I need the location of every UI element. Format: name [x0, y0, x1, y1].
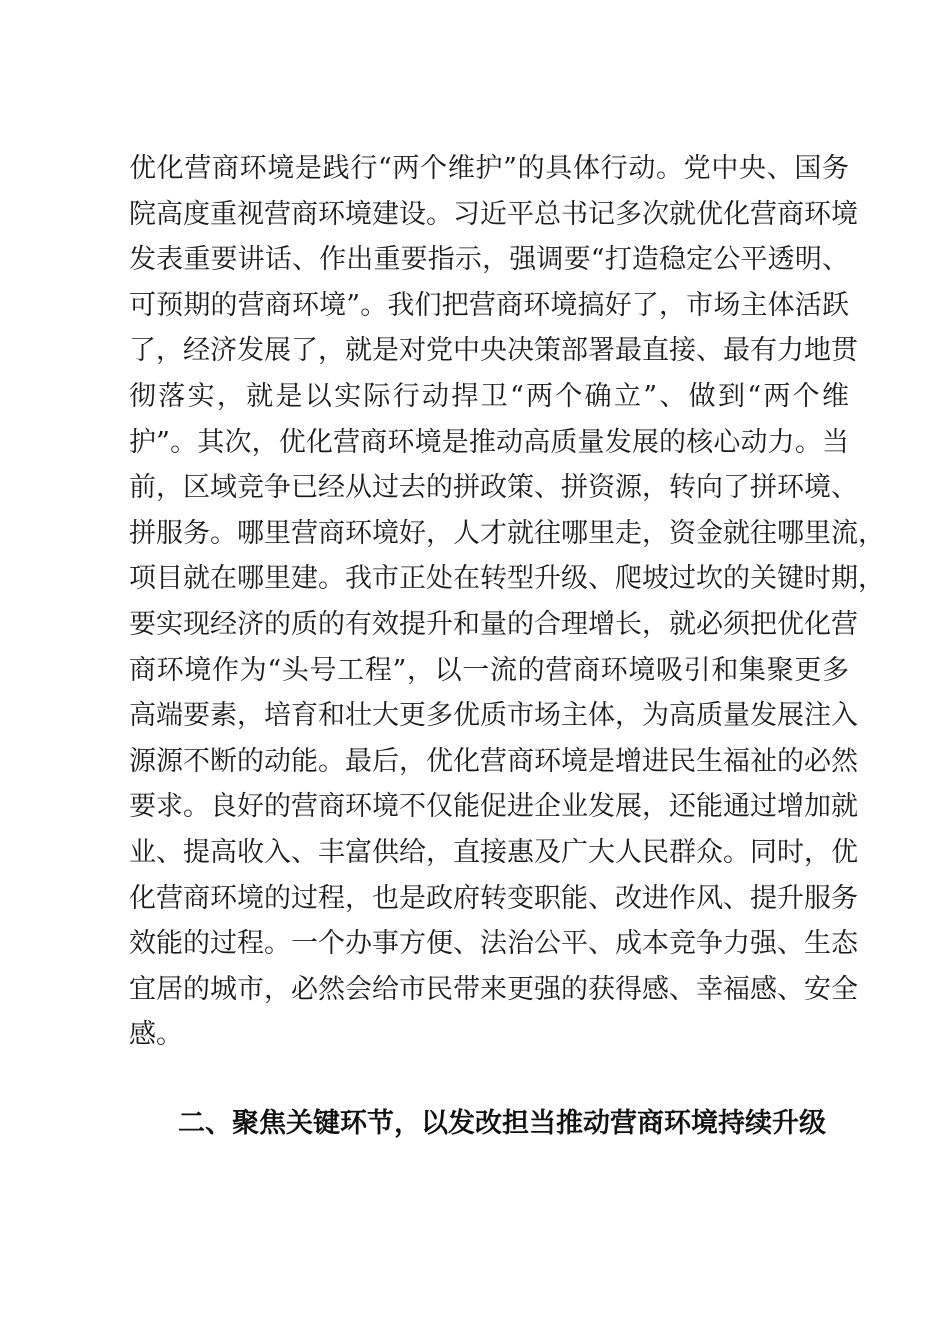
- paragraph-line: 前，区域竞争已经从过去的拼政策、拼资源，转向了拼环境、: [129, 472, 858, 504]
- paragraph-line: 宜居的城市，必然会给市民带来更强的获得感、幸福感、安全: [129, 973, 858, 1005]
- paragraph-line: 可预期的营商环境”。我们把营商环境搞好了，市场主体活跃: [129, 289, 849, 321]
- paragraph-line: 要求。良好的营商环境不仅能促进企业发展，还能通过增加就: [129, 791, 858, 823]
- paragraph-line: 业、提高收入、丰富供给，直接惠及广大人民群众。同时，优: [129, 836, 858, 868]
- paragraph-line: 要实现经济的质的有效提升和量的合理增长，就必须把优化营: [129, 608, 858, 640]
- paragraph-line: 高端要素，培育和壮大更多优质市场主体，为高质量发展注入: [129, 700, 858, 732]
- paragraph-line: 化营商环境的过程，也是政府转变职能、改进作风、提升服务: [129, 882, 858, 914]
- paragraph-line: 了，经济发展了，就是对党中央决策部署最直接、最有力地贯: [129, 335, 858, 367]
- paragraph-line: 发表重要讲话、作出重要指示，强调要“打造稳定公平透明、: [129, 244, 849, 276]
- paragraph-line: 院高度重视营商环境建设。习近平总书记多次就优化营商环境: [129, 198, 858, 230]
- paragraph-line: 源源不断的动能。最后，优化营商环境是增进民生福祉的必然: [129, 745, 858, 777]
- paragraph-line: 优化营商环境是践行“两个维护”的具体行动。党中央、国务: [129, 153, 849, 184]
- section-heading: 二、聚焦关键环节，以发改担当推动营商环境持续升级: [178, 1108, 826, 1139]
- paragraph-line: 护”。其次，优化营商环境是推动高质量发展的核心动力。当: [129, 426, 849, 458]
- paragraph-line: 彻落实，就是以实际行动捍卫“两个确立”、做到“两个维: [129, 380, 849, 412]
- paragraph-line: 效能的过程。一个办事方便、法治公平、成本竞争力强、生态: [129, 928, 858, 960]
- paragraph-line: 感。: [129, 1019, 183, 1051]
- body-paragraph: [129, 146, 885, 1058]
- paragraph-line: 拼服务。哪里营商环境好，人才就往哪里走，资金就往哪里流，: [129, 517, 885, 549]
- paragraph-line: 商环境作为“头号工程”，以一流的营商环境吸引和集聚更多: [129, 654, 849, 686]
- paragraph-line: 项目就在哪里建。我市正处在转型升级、爬坡过坎的关键时期，: [129, 563, 885, 595]
